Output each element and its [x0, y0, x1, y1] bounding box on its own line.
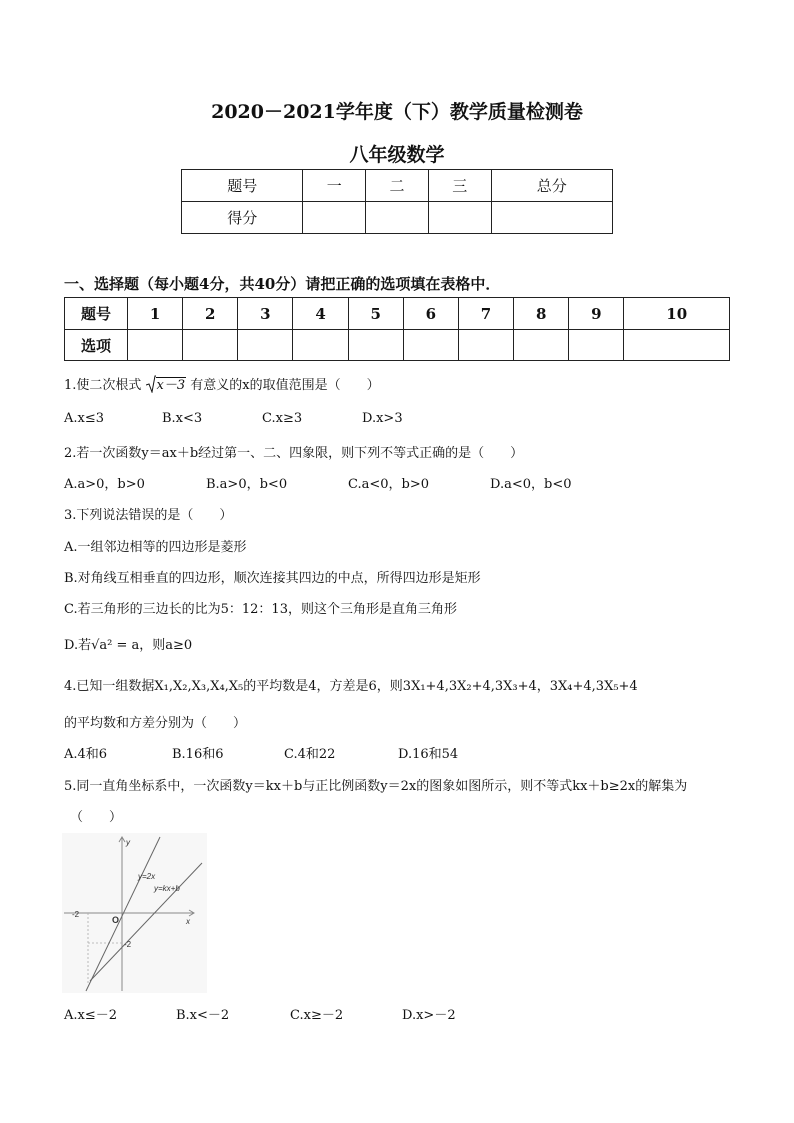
answer-number: 3 [238, 298, 293, 330]
q3-option-d[interactable]: D.若√a² = a，则a≥0 [64, 638, 193, 653]
score-header-cell: 三 [428, 170, 491, 202]
exam-title: 2020－2021学年度（下）教学质量检测卷 [211, 101, 583, 123]
q2-option-b[interactable]: B.a>0，b<0 [206, 477, 288, 492]
q5-option-b[interactable]: B.x<－2 [176, 1008, 230, 1023]
q5-option-a[interactable]: A.x≤－2 [64, 1008, 118, 1023]
q2-option-d[interactable]: D.a<0，b<0 [490, 477, 572, 492]
question-4-line1: 4.已知一组数据X₁,X₂,X₃,X₄,X₅的平均数是4，方差是6，则3X₁+4,3X₂+4,3X₃+4，3X₄+4,3X₅+4 [64, 679, 638, 694]
answer-cell[interactable] [458, 330, 513, 361]
q3-option-a[interactable]: A.一组邻边相等的四边形是菱形 [64, 540, 247, 555]
q4-option-b[interactable]: B.16和6 [172, 747, 224, 762]
answer-table [64, 297, 730, 361]
question-3: 3.下列说法错误的是（ ） [64, 508, 233, 523]
score-cell[interactable] [303, 202, 366, 234]
answer-number: 5 [348, 298, 403, 330]
question-5-line1: 5.同一直角坐标系中，一次函数y＝kx＋b与正比例函数y＝2x的图象如图所示，则不等式kx＋b≥2x的解集为 [64, 779, 688, 794]
answer-number: 8 [514, 298, 569, 330]
question-4-line2: 的平均数和方差分别为（ ） [64, 716, 247, 731]
score-header-cell: 题号 [182, 170, 303, 202]
q1-prefix: 1.使二次根式 [64, 378, 142, 393]
score-table [181, 169, 613, 234]
sqrt-radical [146, 374, 187, 393]
q1-option-d[interactable]: D.x>3 [362, 411, 403, 426]
question-2: 2.若一次函数y＝ax＋b经过第一、二、四象限，则下列不等式正确的是（ ） [64, 446, 524, 461]
section-heading: 一、选择题（每小题4分，共40分）请把正确的选项填在表格中． [64, 275, 501, 293]
score-cell[interactable] [428, 202, 491, 234]
y-axis-label: y [126, 838, 130, 847]
q2-option-c[interactable]: C.a<0，b>0 [348, 477, 430, 492]
q4-option-c[interactable]: C.4和22 [284, 747, 336, 762]
q5-graph-svg [62, 833, 207, 993]
tick-x-label: -2 [72, 910, 80, 919]
q1-radicand: x－3 [156, 378, 186, 393]
q5-option-c[interactable]: C.x≥－2 [290, 1008, 344, 1023]
answer-number: 10 [624, 298, 730, 330]
answer-cell[interactable] [403, 330, 458, 361]
q1-option-a[interactable]: A.x≤3 [64, 411, 105, 426]
q4-option-a[interactable]: A.4和6 [64, 747, 108, 762]
answer-number: 6 [403, 298, 458, 330]
answer-cell[interactable] [569, 330, 624, 361]
q4-option-d[interactable]: D.16和54 [398, 747, 459, 762]
answer-cell[interactable] [514, 330, 569, 361]
answer-cell[interactable] [238, 330, 293, 361]
score-cell[interactable] [366, 202, 429, 234]
q2-option-a[interactable]: A.a>0，b>0 [64, 477, 145, 492]
score-cell[interactable] [491, 202, 612, 234]
score-header-cell: 一 [303, 170, 366, 202]
answer-number: 2 [183, 298, 238, 330]
answer-cell[interactable] [348, 330, 403, 361]
score-header-cell: 总分 [491, 170, 612, 202]
q5-graph-figure [62, 833, 207, 993]
q5-option-d[interactable]: D.x>－2 [402, 1008, 456, 1023]
answer-row-label: 选项 [65, 330, 128, 361]
q1-suffix: 有意义的x的取值范围是（ ） [190, 378, 380, 393]
answer-cell[interactable] [183, 330, 238, 361]
question-5-line2: （ ） [70, 810, 123, 825]
answer-cell[interactable] [624, 330, 730, 361]
origin-label: O [112, 915, 120, 925]
answer-cell[interactable] [128, 330, 183, 361]
line-y-2x-label: y=2x [138, 872, 156, 881]
x-axis-label: x [186, 917, 190, 926]
q3-option-b[interactable]: B.对角线互相垂直的四边形，顺次连接其四边的中点，所得四边形是矩形 [64, 571, 481, 586]
score-header-cell: 二 [366, 170, 429, 202]
answer-header-label: 题号 [65, 298, 128, 330]
answer-number: 4 [293, 298, 348, 330]
answer-cell[interactable] [293, 330, 348, 361]
q1-option-b[interactable]: B.x<3 [162, 411, 203, 426]
line-y-kx-b-label: y=kx+b [154, 884, 180, 893]
tick-y-label: -2 [124, 940, 132, 949]
score-row-label: 得分 [182, 202, 303, 234]
answer-number: 7 [458, 298, 513, 330]
q3-option-c[interactable]: C.若三角形的三边长的比为5：12：13，则这个三角形是直角三角形 [64, 602, 457, 617]
line-y-2x [86, 837, 160, 991]
q1-option-c[interactable]: C.x≥3 [262, 411, 303, 426]
question-1 [64, 374, 380, 393]
answer-number: 9 [569, 298, 624, 330]
answer-number: 1 [128, 298, 183, 330]
exam-subtitle: 八年级数学 [349, 144, 445, 166]
radical-sign-icon [146, 375, 156, 393]
